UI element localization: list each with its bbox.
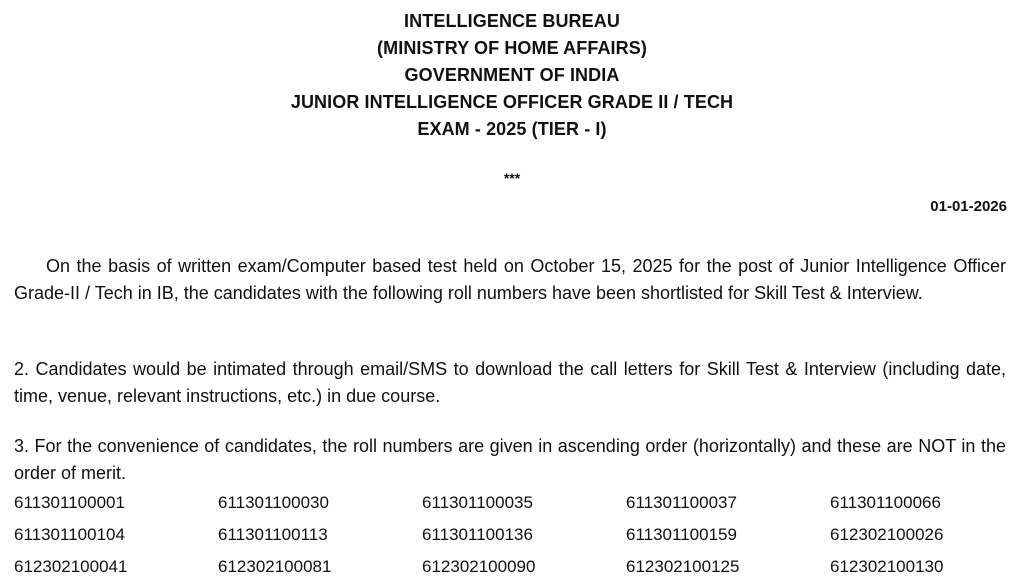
roll-number: 611301100030 (218, 493, 329, 512)
notice-date: 01-01-2026 (930, 198, 1007, 215)
roll-number: 612302100026 (830, 525, 944, 544)
roll-number: 611301100066 (830, 493, 941, 512)
document-header (0, 8, 1024, 143)
roll-number: 611301100104 (14, 525, 125, 544)
roll-number: 611301100037 (626, 493, 737, 512)
government-name: GOVERNMENT OF INDIA (404, 65, 620, 85)
roll-number: 611301100159 (626, 525, 737, 544)
roll-number: 612302100090 (422, 557, 536, 576)
org-name: INTELLIGENCE BUREAU (404, 11, 620, 31)
post-title: JUNIOR INTELLIGENCE OFFICER GRADE II / TECH (290, 92, 734, 112)
paragraph-order-note: 3. For the convenience of candidates, the roll numbers are given in ascending order (horizontally) and these are NOT in the order of merit. (14, 436, 1006, 483)
ministry-name: (MINISTRY OF HOME AFFAIRS) (377, 38, 647, 58)
separator-stars: *** (503, 170, 521, 186)
roll-number: 612302100041 (14, 557, 128, 576)
exam-title: EXAM - 2025 (TIER - I) (417, 119, 607, 139)
roll-number: 611301100113 (218, 525, 328, 544)
paragraph-call-letters: 2. Candidates would be intimated through email/SMS to download the call letters for Skill Test & Interview (including date, time, venue, relevant instructions, etc.) in due course. (14, 359, 1006, 406)
paragraph-intro: On the basis of written exam/Computer based test held on October 15, 2025 for the post of Junior Intelligence Officer Grade-II / Tech in IB, the candidates with the following roll numbers have been shortlisted for Skill Test & Interview. (14, 256, 1006, 303)
roll-number: 611301100136 (422, 525, 533, 544)
roll-number: 612302100130 (830, 557, 944, 576)
roll-number: 611301100035 (422, 493, 533, 512)
roll-number: 612302100125 (626, 557, 740, 576)
roll-number: 612302100081 (218, 557, 332, 576)
roll-number: 611301100001 (14, 493, 125, 512)
roll-number-list (14, 487, 1014, 583)
